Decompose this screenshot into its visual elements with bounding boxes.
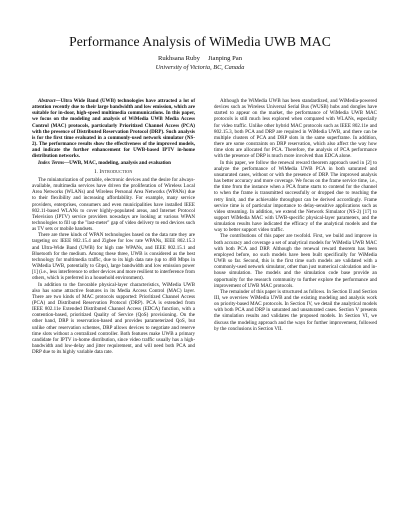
body-paragraph: Although the WiMedia UWB has been standardized, and WiMedia-powered devices such as Wireless Universal Serial Bus (WUSB) hubs and dongles have started to appear on the market, the performance of WiMedia UWB MAC protocols is still much less explored when compared with WLANs, especially for video traffic. Unlike other hybrid MAC protocols such as IEEE 802.11e and 802.15.3, both PCA and DRP are required in WiMedia UWB, and there can be multiple clusters of PCA and DRP slots in the same superframe. In addition, there are some constraints on DRP reservation, which also affect the way how time slots are allocated for PCA. Therefore, the analysis of PCA performance with the presence of DRP is much more involved than EDCA alone. bbox=[214, 98, 377, 160]
abstract bbox=[32, 98, 195, 160]
body-paragraph: The miniaturization of portable, electronic devices and the desire for always-available, multimedia services have driven the proliferation of Wireless Local Area Networks (WLANs) and Wireless Personal Area Networks (WPANs) due to their flexibility and increasing affordability. For example, many service providers, enterprises, consumers and even municipalities have installed IEEE 802.11-based WLANs to cover highly-populated areas, and Internet Protocol Television (IPTV) service providers nowadays are looking at various WPAN technologies to fill up the "last-meter" gap of video delivery to end devices such as TV sets or mobile handsets. bbox=[32, 176, 195, 233]
paper-title: Performance Analysis of WiMedia UWB MAC bbox=[69, 34, 331, 49]
body-paragraph: The remainder of this paper is structured as follows. In Section II and Section III, we overview WiMedia UWB and the existing modeling and analysis work on priority-based MAC protocols. In Section IV, we detail the analytical models with both PCA and DRP in saturated and unsaturated cases. Section V presents the simulation results and validates the proposed models. In Section VI, we discuss the modeling approach and the ways for further improvement, followed by the conclusions in Section VII. bbox=[214, 288, 377, 332]
body-paragraph: In this paper, we follow the renewal reward theorem approach used in [2] to analyze the performance of WiMedia UWB PCA in both saturated and unsaturated cases, without or with the presence of DRP. The improved analysis has better accuracy and more coverage. We focus on the frame service time, i.e., the time from the instance when a PCA frame starts to contend for the channel to when the frame is transmitted successfully or dropped due to reaching the retry limit, and the achievable throughput can be derived accordingly. Frame service time is of particular importance to delay-sensitive applications such as video streaming. In addition, we extend the Network Simulator (NS-2) [17] to support WiMedia MAC with UWB-specific physical-layer parameters, and the simulation results have indicated the efficacy of the analytical models and the way to better support video traffic. bbox=[214, 159, 377, 234]
index-terms bbox=[32, 160, 195, 166]
abstract-lead: Abstract bbox=[38, 98, 56, 104]
body-paragraph: The contributions of this paper are twofold. First, we build and improve in both accuracy and coverage a set of analytical models for WiMedia UWB MAC with both PCA and DRP. Although the renewal reward theorem has been employed before, no such models have been built specifically for WiMedia UWB so far. Second, this is the first time such models are validated with a commonly-used network simulator, other than just numerical calculation and in-house simulation. The models and the simulation code base provide an opportunity for the research community to further explore the performance and improvement of UWB MAC protocols. bbox=[214, 233, 377, 289]
section-heading-introduction: I. Introduction bbox=[94, 168, 133, 175]
body-paragraph: There are three kinds of WPAN technologies based on the data rate they are targeting on: IEEE 802.15.4 and Zigbee for low rate WPANs, IEEE 802.15.3 and Ultra-Wide Band (UWB) for high rate WPANs, and IEEE 802.15.1 and Bluetooth for the medium. Among these three, UWB is considered as the best technology for multimedia traffic, due to its high data rate (up to 480 Mbps in WiMedia UWB, potentially to Gbps), large bandwidth and low emission power [1] (i.e., less interference to other devices and more resilient to interference from others, which is preferred in a household environment). bbox=[32, 232, 195, 282]
abstract-text: —Ultra Wide Band (UWB) technologies have attracted a lot of attention recently due to their large bandwidth and low emission, which are suitable for in-door, high-speed multimedia communications. In this paper, we focus on the modeling and analysis of WiMedia UWB Media Access Control (MAC) protocols, particularly Prioritized Channel Access (PCA) with the presence of Distributed Reservation Protocol (DRP). Such analysis is for the first time evaluated in a commonly-used network simulator (NS-2). The performance results show the effectiveness of the improved models, and indicate the further enhancement for UWB-based IPTV in-home distribution networks. bbox=[32, 98, 195, 160]
left-column bbox=[32, 98, 195, 355]
paper-affiliation: University of Victoria, BC, Canada bbox=[155, 64, 245, 71]
index-terms-text: —UWB, MAC, modeling, analysis and evaluation bbox=[64, 159, 171, 166]
paper-authors: Rukhsana Ruby Jianping Pan bbox=[157, 55, 243, 62]
index-terms-lead: Index Terms bbox=[38, 159, 65, 166]
body-paragraph: In addition to the favorable physical-layer characteristics, WiMedia UWB also has some attractive features in its Media Access Control (MAC) layer. There are two kinds of MAC protocols supported: Prioritized Channel Access (PCA) and Distributed Reservation Protocol (DRP). PCA is extended from IEEE 802.11e Extended Distributed Channel Access (EDCA) function, with a contention-based, prioritized Quality of Service (QoS) provisioning. On the other hand, DRP is reservation-based and provides parameterized QoS, but unlike other reservation schemes, DRP allows devices to negotiate and reserve time slots without a centralized controller. Both features make UWB a primary candidate for IPTV in-home distribution, since video traffic usually has a high-bandwidth and low-delay and jitter requirement, and will need both PCA and DRP due to its highly variable data rate. bbox=[32, 281, 195, 356]
right-column bbox=[214, 98, 377, 332]
